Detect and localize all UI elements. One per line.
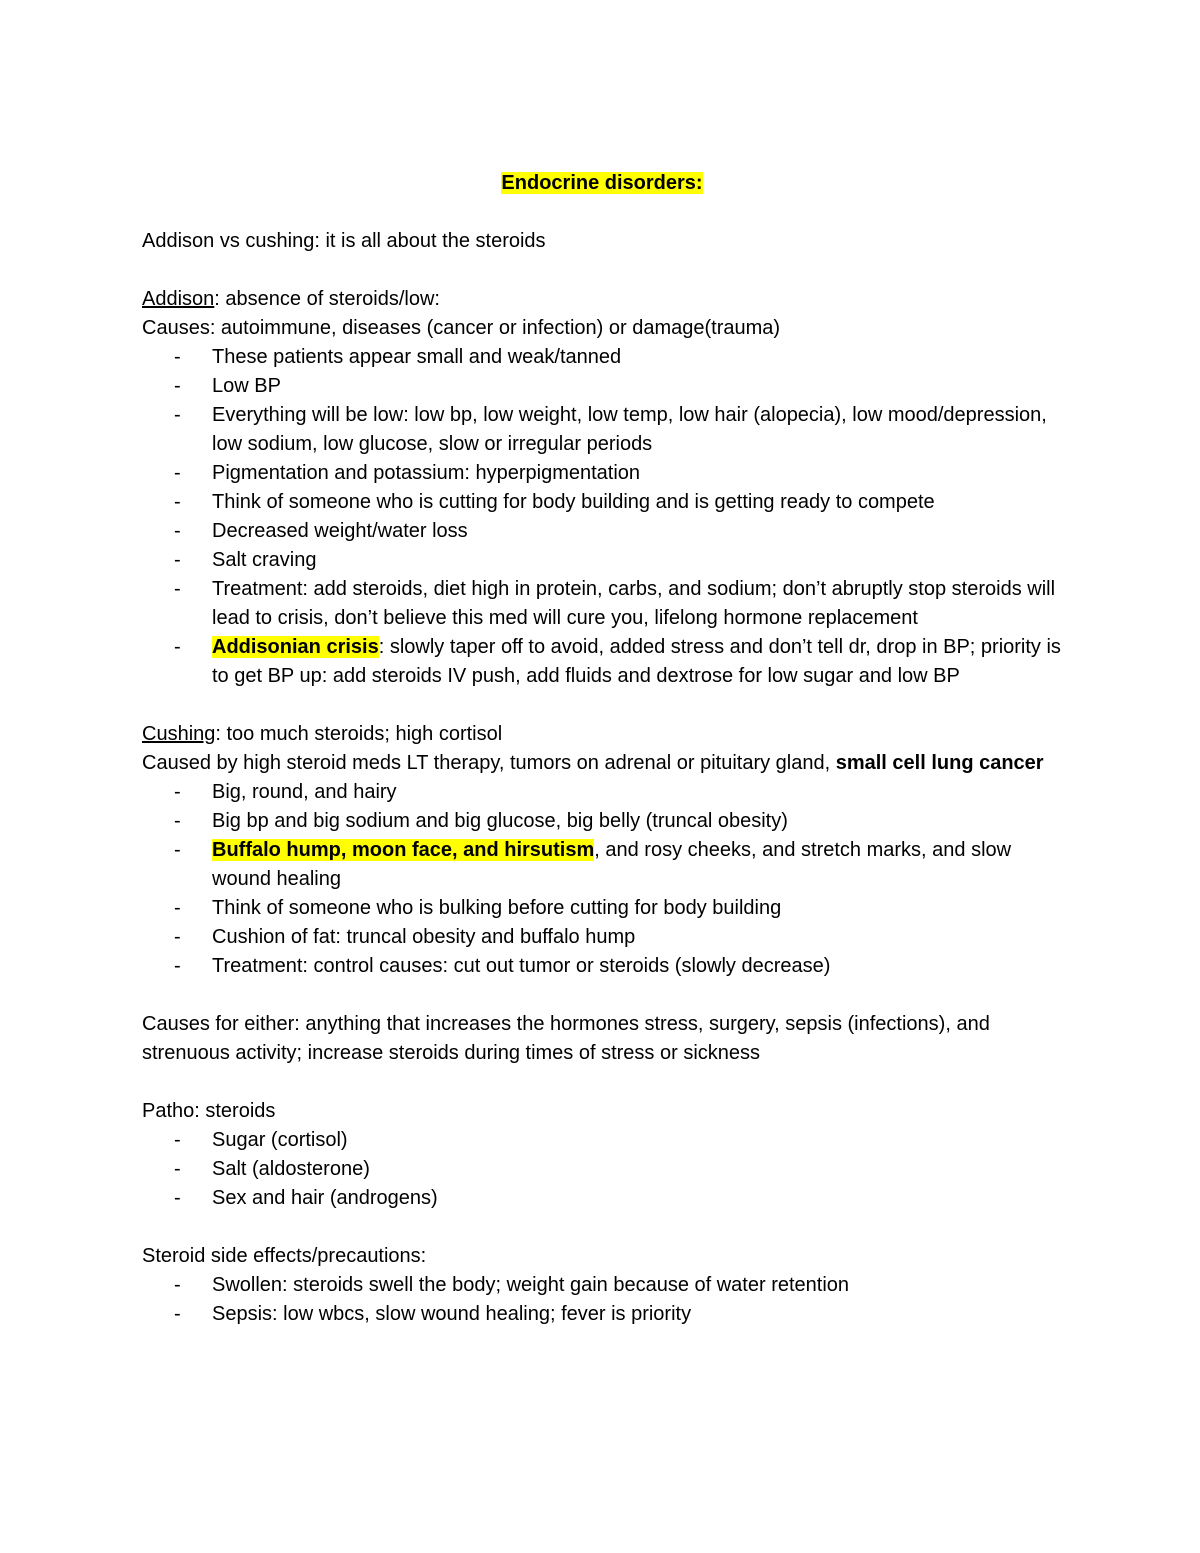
- addison-heading: Addison: [142, 288, 215, 310]
- list-item: - Swollen: steroids swell the body; weight gain because of water retention: [142, 1271, 1062, 1300]
- steroid-list: [142, 1271, 1062, 1329]
- cushing-causes: [142, 749, 1062, 778]
- spacer: [142, 256, 1062, 285]
- spacer: [142, 198, 1062, 227]
- crisis-rest: : slowly taper off to avoid, added stress and don’t tell dr, drop in BP; priority is to get BP up: add steroids IV push, add fluids and dextrose for low sugar and low BP: [212, 636, 1061, 687]
- list-item-crisis: [142, 633, 1062, 691]
- spacer: [142, 691, 1062, 720]
- causes-either: Causes for either: anything that increases the hormones stress, surgery, sepsis (infections), and strenuous activity; increase steroids during times of stress or sickness: [142, 1013, 990, 1064]
- list-item: - Treatment: control causes: cut out tumor or steroids (slowly decrease): [142, 952, 1062, 981]
- hump-highlight: Buffalo hump, moon face, and hirsutism: [212, 839, 595, 861]
- spacer: [142, 1068, 1062, 1097]
- addison-heading-rest: : absence of steroids/low:: [214, 288, 440, 310]
- list-item: - Sugar (cortisol): [142, 1126, 1062, 1155]
- list-item: - These patients appear small and weak/tanned: [142, 343, 1062, 372]
- list-item: - Sex and hair (androgens): [142, 1184, 1062, 1213]
- list-item-hump: [142, 836, 1062, 894]
- steroid-heading: Steroid side effects/precautions:: [142, 1245, 427, 1267]
- title-line: [142, 169, 1062, 198]
- list-item: - Low BP: [142, 372, 1062, 401]
- list-item: - Think of someone who is cutting for body building and is getting ready to compete: [142, 488, 1062, 517]
- cushing-heading: Cushing: [142, 723, 216, 745]
- hump-rest: , and rosy cheeks, and stretch marks, and slow wound healing: [212, 839, 1012, 890]
- cushing-list: [142, 778, 1062, 981]
- list-item: - Treatment: add steroids, diet high in protein, carbs, and sodium; don’t abruptly stop steroids will lead to crisis, don’t believe this med will cure you, lifelong hormone replacement: [142, 575, 1062, 633]
- addison-causes: Causes: autoimmune, diseases (cancer or infection) or damage(trauma): [142, 317, 781, 339]
- list-item: - Everything will be low: low bp, low weight, low temp, low hair (alopecia), low mood/depression, low sodium, low glucose, slow or irregular periods: [142, 401, 1062, 459]
- list-item: - Think of someone who is bulking before cutting for body building: [142, 894, 1062, 923]
- intro-text: Addison vs cushing: it is all about the steroids: [142, 230, 546, 252]
- list-item: - Pigmentation and potassium: hyperpigmentation: [142, 459, 1062, 488]
- patho-heading: Patho: steroids: [142, 1100, 276, 1122]
- document-page: [142, 169, 1062, 1329]
- list-item: - Sepsis: low wbcs, slow wound healing; fever is priority: [142, 1300, 1062, 1329]
- addison-heading-line: [142, 285, 1062, 314]
- page-title: Endocrine disorders:: [501, 172, 703, 194]
- spacer: [142, 1213, 1062, 1242]
- cushing-causes-bold: small cell lung cancer: [835, 752, 1044, 774]
- crisis-highlight: Addisonian crisis: [212, 636, 379, 658]
- addison-list: [142, 343, 1062, 691]
- cushing-heading-line: [142, 720, 1062, 749]
- cushing-heading-rest: : too much steroids; high cortisol: [215, 723, 503, 745]
- list-item: - Salt craving: [142, 546, 1062, 575]
- list-item: - Cushion of fat: truncal obesity and buffalo hump: [142, 923, 1062, 952]
- spacer: [142, 981, 1062, 1010]
- list-item: - Salt (aldosterone): [142, 1155, 1062, 1184]
- patho-list: [142, 1126, 1062, 1213]
- cushing-causes-plain: Caused by high steroid meds LT therapy, tumors on adrenal or pituitary gland,: [142, 752, 836, 774]
- list-item: - Decreased weight/water loss: [142, 517, 1062, 546]
- list-item: - Big bp and big sodium and big glucose, big belly (truncal obesity): [142, 807, 1062, 836]
- list-item: - Big, round, and hairy: [142, 778, 1062, 807]
